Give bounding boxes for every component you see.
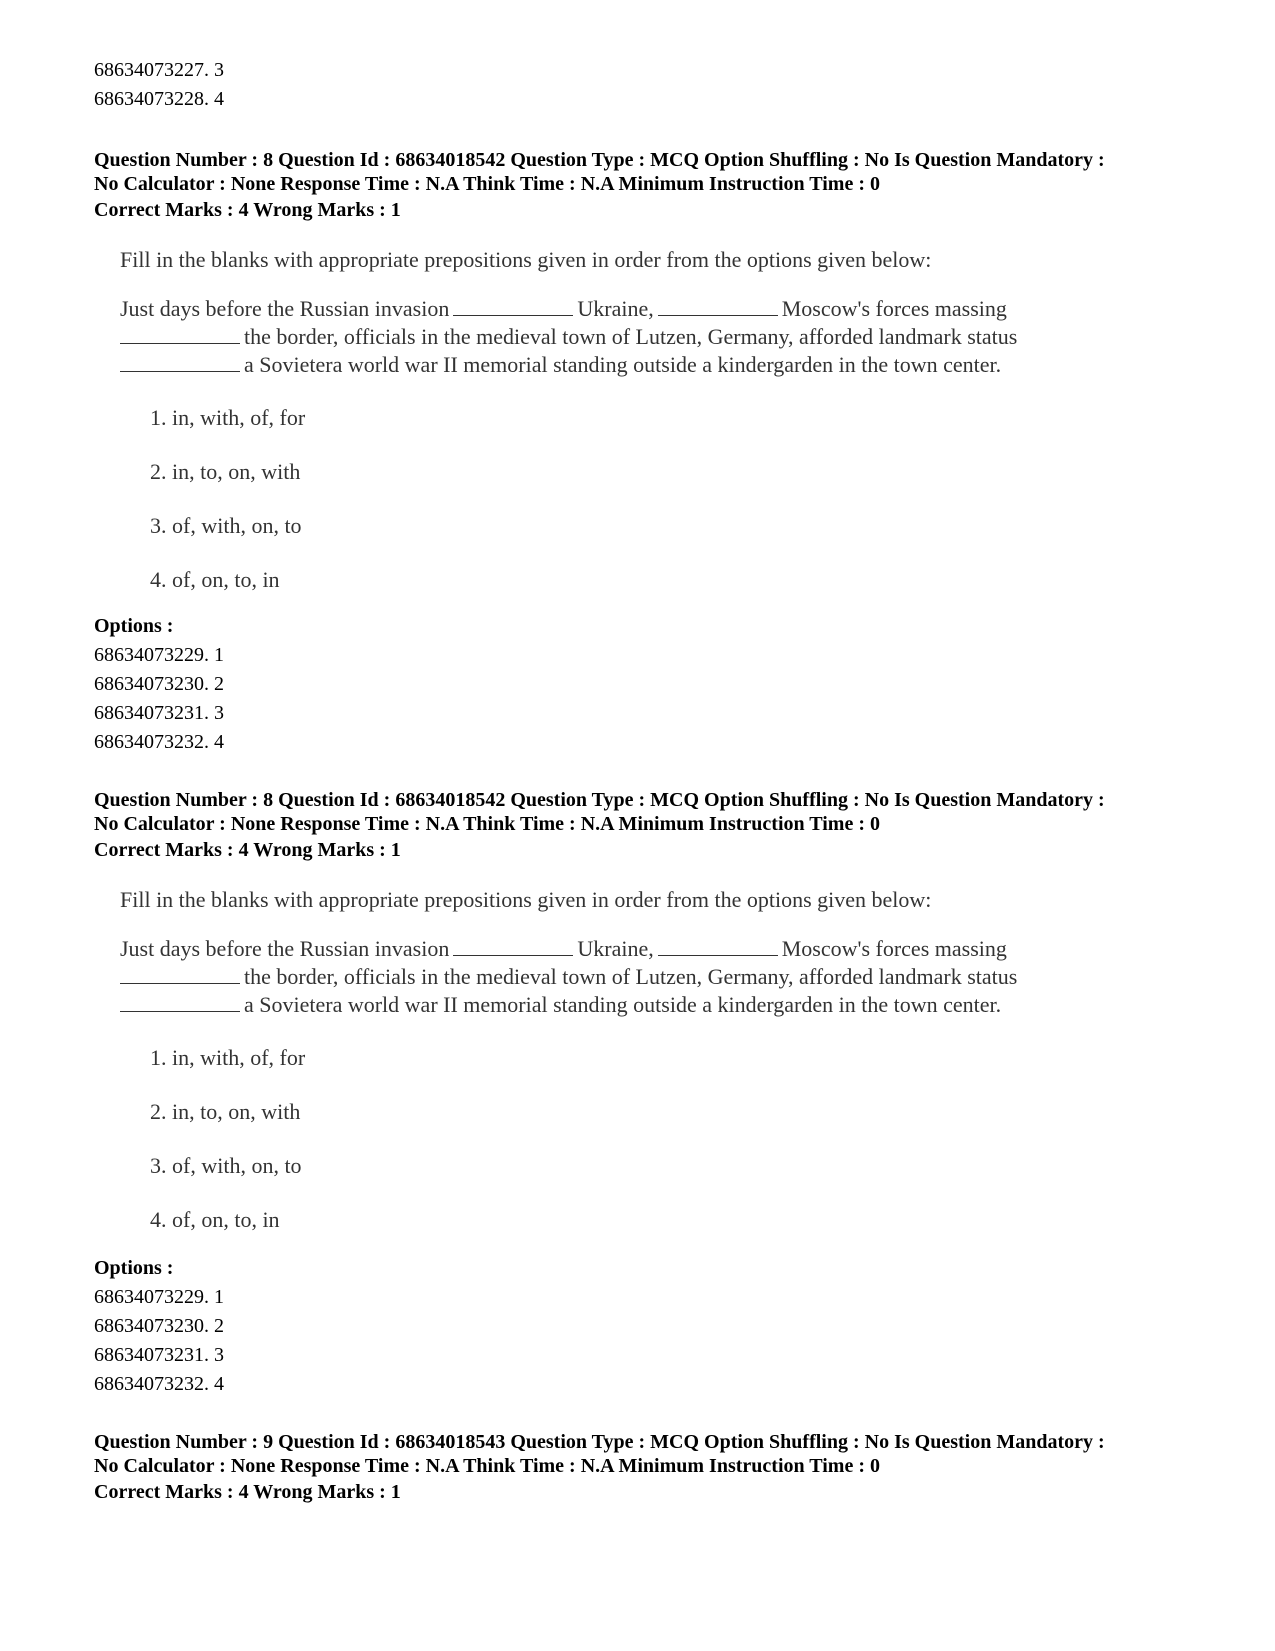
question-header: No Calculator : None Response Time : N.A Think Time : N.A Minimum Instruction Time : 0	[94, 173, 880, 195]
question-marks: Correct Marks : 4 Wrong Marks : 1	[94, 839, 401, 861]
choice-item: 4. of, on, to, in	[150, 567, 280, 592]
passage-text: a Sovietera world war II memorial standing outside a kindergarden in the town center.	[244, 352, 1002, 377]
choice-item: 3. of, with, on, to	[150, 513, 302, 538]
choice-item: 2. in, to, on, with	[150, 1099, 301, 1124]
question-marks: Correct Marks : 4 Wrong Marks : 1	[94, 1481, 401, 1503]
question-block	[94, 1430, 1214, 1507]
blank-line	[658, 297, 778, 316]
options-heading: Options :	[94, 1257, 174, 1279]
question-image	[120, 245, 1214, 595]
blank-line	[453, 937, 573, 956]
question-image	[120, 885, 1214, 1235]
question-header: No Calculator : None Response Time : N.A Think Time : N.A Minimum Instruction Time : 0	[94, 1455, 880, 1477]
option-item: 68634073232. 4	[94, 731, 224, 753]
question-passage	[120, 295, 1214, 379]
option-item: 68634073231. 3	[94, 1344, 224, 1366]
option-item: 68634073231. 3	[94, 702, 224, 724]
question-block	[94, 788, 1214, 1235]
option-item: 68634073230. 2	[94, 1315, 224, 1337]
question-marks: Correct Marks : 4 Wrong Marks : 1	[94, 199, 401, 221]
blank-line	[120, 993, 240, 1012]
passage-text: Moscow's forces massing	[781, 296, 1007, 321]
passage-text: the border, officials in the medieval town of Lutzen, Germany, afforded landmark status	[244, 324, 1018, 349]
option-item: 68634073229. 1	[94, 1286, 224, 1308]
question-header: Question Number : 8 Question Id : 68634018542 Question Type : MCQ Option Shuffling : No Is Question Mandatory :	[94, 789, 1105, 811]
choice-item: 2. in, to, on, with	[150, 459, 301, 484]
blank-line	[120, 965, 240, 984]
passage-text: Moscow's forces massing	[781, 936, 1007, 961]
blank-line	[120, 325, 240, 344]
option-item: 68634073232. 4	[94, 1373, 224, 1395]
prev-options-list	[94, 56, 224, 114]
options-section	[94, 612, 224, 757]
choice-item: 1. in, with, of, for	[150, 405, 306, 430]
passage-text: the border, officials in the medieval town of Lutzen, Germany, afforded landmark status	[244, 964, 1018, 989]
question-header: Question Number : 9 Question Id : 68634018543 Question Type : MCQ Option Shuffling : No Is Question Mandatory :	[94, 1431, 1105, 1453]
blank-line	[453, 297, 573, 316]
question-block	[94, 148, 1214, 595]
passage-text: Ukraine,	[577, 936, 654, 961]
options-heading: Options :	[94, 615, 174, 637]
choice-item: 4. of, on, to, in	[150, 1207, 280, 1232]
choice-item: 1. in, with, of, for	[150, 1045, 306, 1070]
options-section	[94, 1254, 224, 1399]
question-header: Question Number : 8 Question Id : 68634018542 Question Type : MCQ Option Shuffling : No Is Question Mandatory :	[94, 149, 1105, 171]
question-instruction: Fill in the blanks with appropriate prepositions given in order from the options given below:	[120, 887, 932, 912]
passage-text: Just days before the Russian invasion	[120, 296, 450, 321]
question-passage	[120, 935, 1214, 1019]
option-item: 68634073230. 2	[94, 673, 224, 695]
passage-text: a Sovietera world war II memorial standing outside a kindergarden in the town center.	[244, 992, 1002, 1017]
option-item: 68634073227. 3	[94, 59, 224, 81]
choice-item: 3. of, with, on, to	[150, 1153, 302, 1178]
blank-line	[658, 937, 778, 956]
passage-text: Ukraine,	[577, 296, 654, 321]
question-header: No Calculator : None Response Time : N.A Think Time : N.A Minimum Instruction Time : 0	[94, 813, 880, 835]
option-item: 68634073228. 4	[94, 88, 224, 110]
passage-text: Just days before the Russian invasion	[120, 936, 450, 961]
blank-line	[120, 353, 240, 372]
option-item: 68634073229. 1	[94, 644, 224, 666]
question-instruction: Fill in the blanks with appropriate prepositions given in order from the options given below:	[120, 247, 932, 272]
